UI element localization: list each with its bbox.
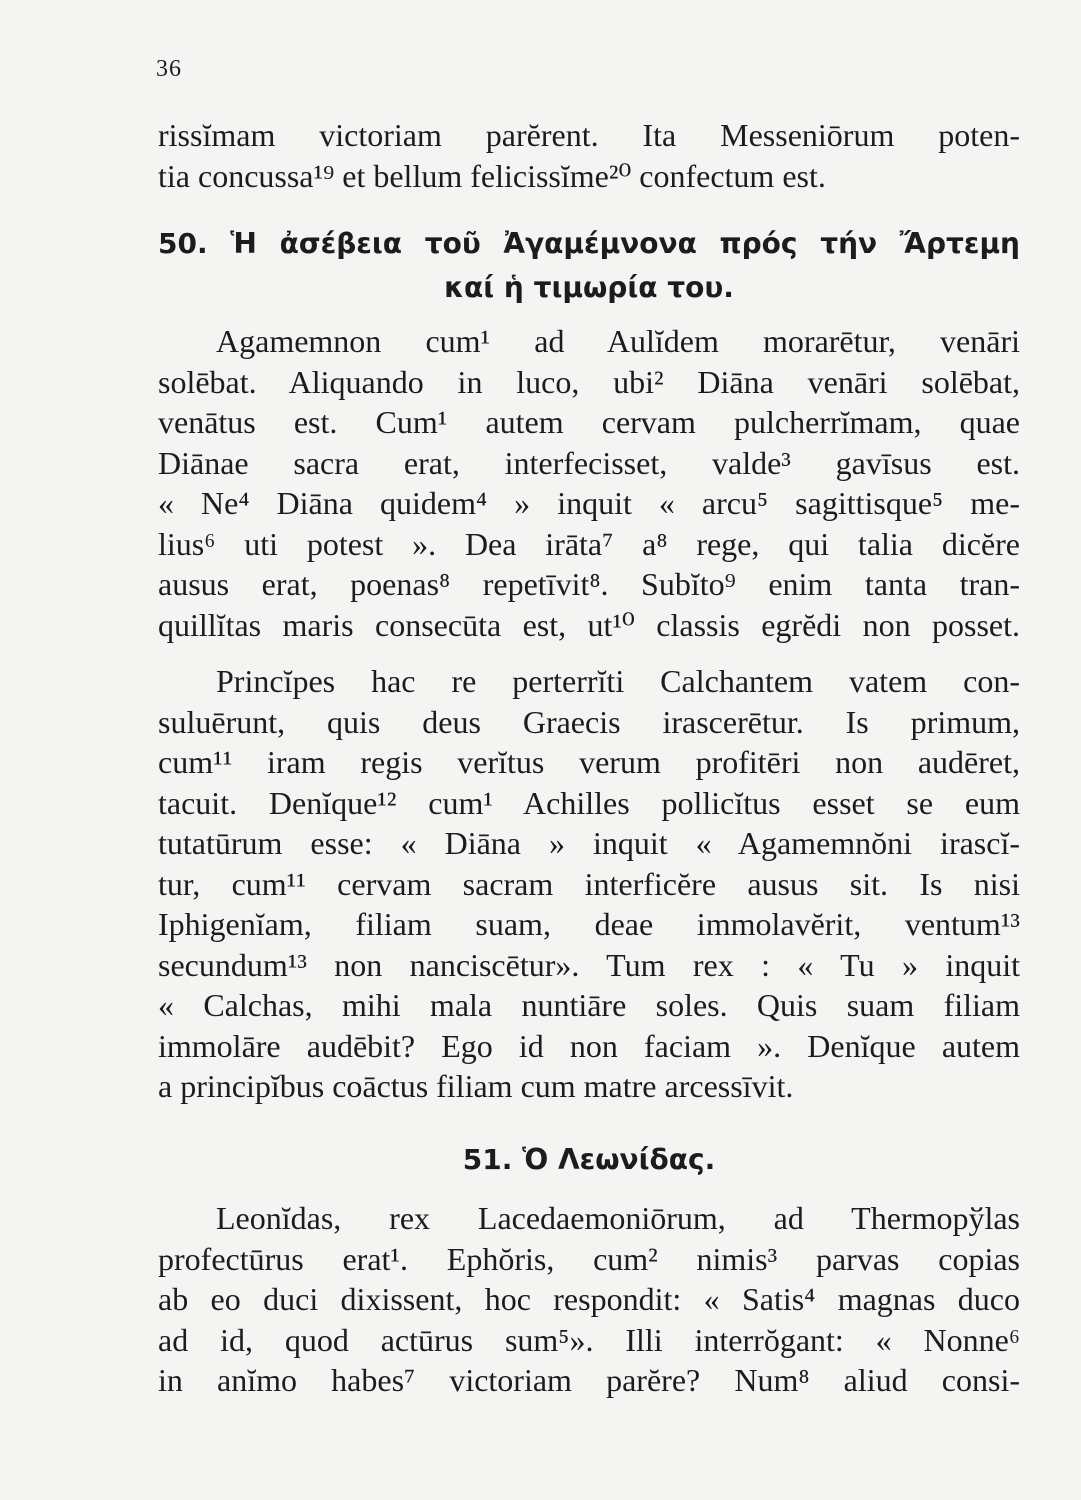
text-line: Iphigenĭam, filiam suam, deae immolavĕrit, ventum¹³ xyxy=(158,906,1020,942)
text-line: in anĭmo habes⁷ victoriam parĕre? Num⁸ aliud consi- xyxy=(158,1362,1020,1398)
section-51-heading-text: 51. Ὁ Λεωνίδας. xyxy=(462,1143,716,1176)
text-line: tur, cum¹¹ cervam sacram interficĕre ausus sit. Is nisi xyxy=(158,865,1020,902)
text-line: rissĭmam victoriam parĕrent. Ita Messeniōrum poten- xyxy=(158,117,1020,153)
section-50-heading-line2: καί ἡ τιμωρία του. xyxy=(444,271,734,304)
text-line: Princĭpes hac re perterrĭti Calchantem vatem con- xyxy=(216,663,1020,699)
section-50-heading xyxy=(158,222,1020,310)
section-50-paragraph-2 xyxy=(158,661,1020,1107)
text-line: Agamemnon cum¹ ad Aulĭdem morarētur, venāri xyxy=(216,323,1020,359)
text-line: cum¹¹ iram regis verĭtus verum profitēri non audēret, xyxy=(158,744,1020,780)
text-line: profectūrus erat¹. Ephŏris, cum² nimis³ parvas copias xyxy=(158,1240,1020,1277)
section-50-paragraph-1 xyxy=(158,321,1020,645)
section-50-heading-line1: 50. Ἡ ἀσέβεια τοῦ Ἀγαμέμνονα πρός τήν Ἄρτεμη xyxy=(158,227,1020,260)
text-line: venātus est. Cum¹ autem cervam pulcherrĭmam, quae xyxy=(158,404,1020,440)
text-line: a principĭbus coāctus filiam cum matre arcessīvit. xyxy=(158,1068,794,1104)
text-line: immolāre audēbit? Ego id non faciam ». Denĭque autem xyxy=(158,1027,1020,1064)
text-line: suluērunt, quis deus Graecis irascerētur. Is primum, xyxy=(158,703,1020,740)
text-line: ausus erat, poenas⁸ repetīvit⁸. Subĭto⁹ enim tanta tran- xyxy=(158,566,1020,602)
text-line: lius⁶ uti potest ». Dea irāta⁷ a⁸ rege, qui talia dicĕre xyxy=(158,525,1020,562)
text-line: quillĭtas maris consecūta est, ut¹⁰ classis egrĕdi non posset. xyxy=(158,606,1020,643)
paragraph-continued xyxy=(158,115,1020,196)
section-51-heading xyxy=(158,1138,1020,1182)
text-line: tutatūrum esse: « Diāna » inquit « Agamemnŏni irascĭ- xyxy=(158,825,1020,861)
text-line: Diānae sacra erat, interfecisset, valde³ gavīsus est. xyxy=(158,444,1020,481)
text-line: tia concussa¹⁹ et bellum felicissĭme²⁰ confectum est. xyxy=(158,157,826,194)
text-line: ab eo duci dixissent, hoc respondit: « Satis⁴ magnas duco xyxy=(158,1281,1020,1317)
text-line: « Calchas, mihi mala nuntiāre soles. Quis suam filiam xyxy=(158,987,1020,1023)
text-line: Leonĭdas, rex Lacedaemoniōrum, ad Thermopўlas xyxy=(216,1200,1020,1236)
page-number: 36 xyxy=(156,56,182,82)
section-51-paragraph-1 xyxy=(158,1198,1020,1401)
text-line: secundum¹³ non nanciscētur». Tum rex : « Tu » inquit xyxy=(158,946,1020,983)
text-line: « Ne⁴ Diāna quidem⁴ » inquit « arcu⁵ sagittisque⁵ me- xyxy=(158,485,1020,521)
text-line: tacuit. Denĭque¹² cum¹ Achilles pollicĭtus esset se eum xyxy=(158,784,1020,821)
text-line: ad id, quod actūrus sum⁵». Illi interrŏgant: « Nonne⁶ xyxy=(158,1321,1020,1358)
text-line: solēbat. Aliquando in luco, ubi² Diāna venāri solēbat, xyxy=(158,363,1020,400)
